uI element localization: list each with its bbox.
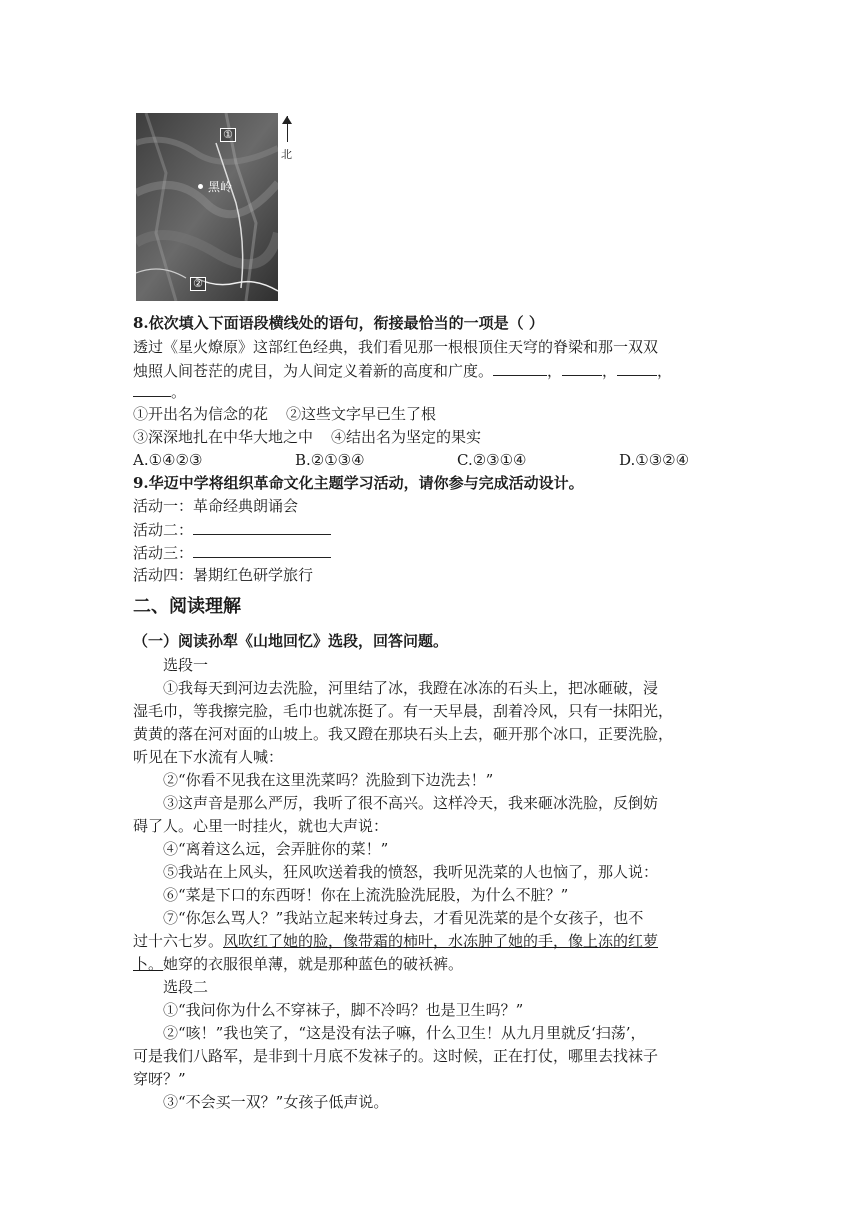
s1-para-6: ⑥“菜是下口的东西呀！你在上流洗脸洗屁股，为什么不脏？” — [163, 886, 569, 904]
arrow-head-icon — [282, 116, 292, 124]
s1-para-4: ④“离着这么远，会弄脏你的菜！” — [163, 840, 389, 858]
s1-para-1-line-3: 黄黄的落在河对面的山坡上。我又蹬在那块石头上去，砸开那个冰口，正要洗脸， — [133, 725, 674, 743]
s2-para-2-line-1: ②“咳！”我也笑了，“这是没有法子嘛，什么卫生！从九月里就反‘扫荡’， — [163, 1024, 646, 1042]
location-dot — [198, 184, 203, 189]
activity-3-blank[interactable] — [193, 541, 331, 558]
answer-blank-2[interactable] — [562, 359, 602, 376]
s1-para-1-line-4: 听见在下水流有人喊： — [133, 748, 284, 766]
answer-blank-1[interactable] — [493, 359, 547, 376]
s1-para-7-line-3: 卜。她穿的衣服很单薄，就是那种蓝色的破袄裤。 — [133, 955, 464, 973]
reading-subheading: （一）阅读孙犁《山地回忆》选段，回答问题。 — [133, 632, 449, 650]
answer-blank-3[interactable] — [617, 359, 657, 376]
s1-para-3-line-1: ③这声音是那么严厉，我听了很不高兴。这样冷天，我来砸冰洗脸，反倒妨 — [163, 794, 659, 812]
section-heading: 二、阅读理解 — [133, 596, 241, 617]
segment-2-label: 选段二 — [163, 978, 209, 996]
q8-items-row-1: ①开出名为信念的花 ②这些文字早已生了根 — [133, 405, 437, 423]
option-d[interactable]: D.①③②④ — [619, 451, 690, 469]
q8-items-row-2: ③深深地扎在中华大地之中 ④结出名为坚定的果实 — [133, 428, 482, 446]
q8-passage-line-1: 透过《星火燎原》这部红色经典，我们看见那一根根顶住天穹的脊梁和那一双双 — [133, 338, 659, 356]
option-c[interactable]: C.②③①④ — [457, 451, 527, 469]
s2-para-3: ③“不会买一双？”女孩子低声说。 — [163, 1093, 389, 1111]
s1-para-5: ⑤我站在上风头，狂风吹送着我的愤怒，我听见洗菜的人也恼了，那人说： — [163, 863, 659, 881]
s2-para-1: ①“我问你为什么不穿袜子，脚不冷吗？也是卫生吗？” — [163, 1001, 524, 1019]
s1-para-1-line-1: ①我每天到河边去洗脸，河里结了冰，我蹬在冰冻的石头上，把冰砸破，浸 — [163, 679, 659, 697]
q8-stem: 8.依次填入下面语段横线处的语句，衔接最恰当的一项是（ ） — [133, 314, 544, 332]
activity-1: 活动一：革命经典朗诵会 — [133, 497, 299, 515]
activity-2: 活动二： — [133, 518, 331, 541]
q9-stem: 9.华迈中学将组织革命文化主题学习活动，请你参与完成活动设计。 — [133, 474, 584, 492]
s1-para-3-line-2: 碍了人。心里一时挂火，就也大声说： — [133, 817, 389, 835]
place-label: 黑岭 — [208, 180, 233, 194]
option-b[interactable]: B.②①③④ — [295, 451, 365, 469]
segment-1-label: 选段一 — [163, 656, 209, 674]
q8-passage-line-3: 。 — [133, 380, 186, 403]
s1-para-1-line-2: 湿毛巾，等我擦完脸，毛巾也就冻挺了。有一天早晨，刮着冷风，只有一抹阳光， — [133, 702, 674, 720]
map-marker-2: ② — [190, 277, 206, 291]
s1-para-2: ②“你看不见我在这里洗菜吗？洗脸到下边洗去！” — [163, 771, 494, 789]
answer-blank-4[interactable] — [133, 380, 171, 397]
map-marker-1: ① — [220, 128, 236, 142]
terrain-image — [136, 113, 278, 301]
q8-options — [133, 449, 689, 471]
map-figure — [136, 113, 278, 301]
activity-2-blank[interactable] — [193, 518, 331, 535]
activity-3: 活动三： — [133, 541, 331, 564]
s2-para-2-line-2: 可是我们八路军，是非到十月底不发袜子的。这时候，正在打仗，哪里去找袜子 — [133, 1047, 659, 1065]
underlined-sentence-end: 卜。 — [133, 955, 164, 973]
s2-para-2-line-3: 穿呀？” — [133, 1070, 186, 1088]
north-indicator — [281, 116, 295, 166]
s1-para-7-line-1: ⑦“你怎么骂人？”我站立起来转过身去，才看见洗菜的是个女孩子，也不 — [163, 909, 644, 927]
option-a[interactable]: A.①④②③ — [133, 451, 203, 469]
s1-para-7-line-2: 过十六七岁。风吹红了她的脸，像带霜的柿叶，水冻肿了她的手，像上冻的红萝 — [133, 932, 659, 950]
q8-passage-line-2: 烛照人间苍茫的虎目，为人间定义着新的高度和广度。 ， ， ， — [133, 359, 672, 382]
activity-4: 活动四：暑期红色研学旅行 — [133, 566, 314, 584]
north-label: 北 — [281, 148, 292, 161]
underlined-sentence: 风吹红了她的脸，像带霜的柿叶，水冻肿了她的手，像上冻的红萝 — [223, 932, 659, 950]
